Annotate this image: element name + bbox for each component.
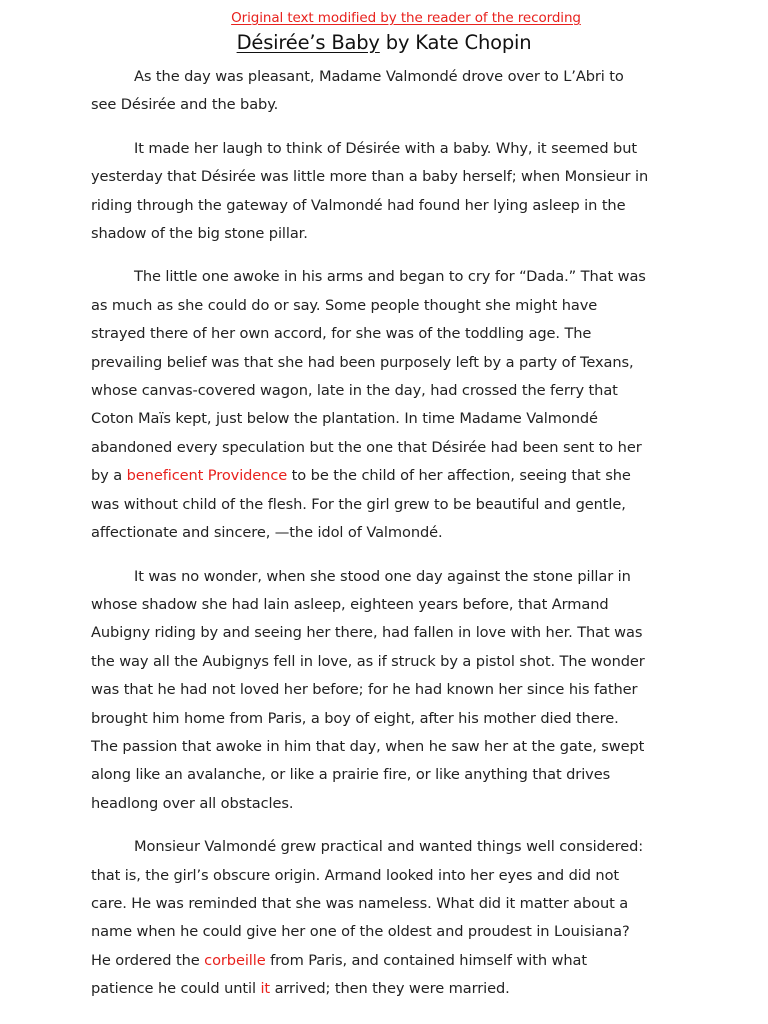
line-text: strayed there of her own accord, for she was of the toddling age. The	[91, 325, 592, 343]
line-text: as much as she could do or say. Some people thought she might have	[91, 296, 598, 314]
text-line	[91, 462, 693, 490]
paragraph	[91, 135, 693, 249]
text-line	[91, 619, 693, 647]
text-line	[91, 491, 693, 519]
line-text: riding through the gateway of Valmondé had found her lying asleep in the	[91, 196, 626, 214]
text-line	[91, 918, 693, 946]
line-text: Aubigny riding by and seeing her there, had fallen in love with her. That was	[91, 624, 643, 642]
line-text: the way all the Aubignys fell in love, as if struck by a pistol shot. The wonder	[91, 652, 645, 670]
line-text: was that he had not loved her before; for he had known her since his father	[91, 681, 638, 699]
line-text: whose canvas-covered wagon, late in the day, had crossed the ferry that	[91, 382, 618, 400]
line-text: name when he could give her one of the oldest and proudest in Louisiana?	[91, 923, 630, 941]
line-text: As the day was pleasant, Madame Valmondé drove over to L’Abri to	[134, 68, 624, 85]
text-line	[91, 947, 693, 975]
line-text: affectionate and sincere, —the idol of Valmondé.	[91, 524, 443, 542]
text-line	[91, 563, 693, 591]
line-text: yesterday that Désirée was little more than a baby herself; when Monsieur in	[91, 168, 649, 186]
story-body	[91, 63, 693, 1019]
text-line	[91, 135, 693, 163]
line-text: headlong over all obstacles.	[91, 794, 294, 812]
text-line	[91, 733, 693, 761]
text-line	[91, 676, 693, 704]
text-line	[91, 192, 693, 220]
title-byline: by Kate Chopin	[385, 31, 532, 54]
line-text: was without child of the flesh. For the girl grew to be beautiful and gentle,	[91, 495, 626, 513]
line-text: that is, the girl’s obscure origin. Armand looked into her eyes and did not	[91, 866, 620, 884]
text-line	[91, 263, 693, 291]
text-line	[91, 833, 693, 861]
modified-text: beneficent Providence	[126, 467, 288, 485]
line-text: It made her laugh to think of Désirée with a baby. Why, it seemed but	[134, 139, 637, 157]
text-line	[91, 292, 693, 320]
line-text: whose shadow she had lain asleep, eighteen years before, that Armand	[91, 595, 609, 613]
paragraph	[91, 63, 693, 120]
modified-text: corbeille	[204, 951, 266, 969]
text-line	[91, 975, 693, 1003]
text-line	[91, 377, 693, 405]
text-line	[91, 320, 693, 348]
line-text: from Paris, and contained himself with what	[265, 951, 587, 969]
text-line	[91, 705, 693, 733]
text-line	[91, 163, 693, 191]
text-line	[91, 648, 693, 676]
line-text: see Désirée and the baby.	[91, 96, 279, 114]
text-line	[91, 790, 693, 818]
line-text: He ordered the	[91, 951, 205, 969]
title-main: Désirée’s Baby	[236, 31, 380, 54]
text-line	[91, 91, 693, 119]
line-text: shadow of the big stone pillar.	[91, 225, 308, 243]
line-text: abandoned every speculation but the one that Désirée had been sent to her	[91, 438, 642, 456]
text-line	[91, 434, 693, 462]
line-text: Coton Maïs kept, just below the plantation. In time Madame Valmondé	[91, 410, 598, 428]
text-line	[91, 890, 693, 918]
paragraph	[91, 563, 693, 819]
paragraph	[91, 833, 693, 1003]
modified-text: it	[260, 980, 271, 998]
text-line	[91, 761, 693, 789]
text-line	[91, 862, 693, 890]
line-text: arrived; then they were married.	[270, 980, 510, 998]
line-text: Monsieur Valmondé grew practical and wanted things well considered:	[134, 838, 644, 856]
text-line	[91, 63, 693, 91]
line-text: care. He was reminded that she was nameless. What did it matter about a	[91, 894, 629, 912]
text-line	[91, 220, 693, 248]
text-line	[91, 591, 693, 619]
line-text: The little one awoke in his arms and began to cry for “Dada.” That was	[134, 268, 646, 286]
line-text: prevailing belief was that she had been purposely left by a party of Texans,	[91, 353, 634, 371]
line-text: The passion that awoke in him that day, when he saw her at the gate, swept	[91, 737, 645, 755]
text-line	[91, 519, 693, 547]
line-text: to be the child of her affection, seeing that she	[287, 467, 631, 485]
text-line	[91, 349, 693, 377]
document-title	[0, 31, 768, 54]
line-text: It was no wonder, when she stood one day against the stone pillar in	[134, 567, 631, 585]
text-line	[91, 405, 693, 433]
line-text: by a	[91, 467, 127, 485]
line-text: along like an avalanche, or like a prairie fire, or like anything that drives	[91, 766, 611, 784]
paragraph	[91, 263, 693, 547]
line-text: patience he could until	[91, 980, 261, 998]
modification-note: Original text modified by the reader of the recording	[231, 10, 581, 26]
line-text: brought him home from Paris, a boy of eight, after his mother died there.	[91, 709, 619, 727]
